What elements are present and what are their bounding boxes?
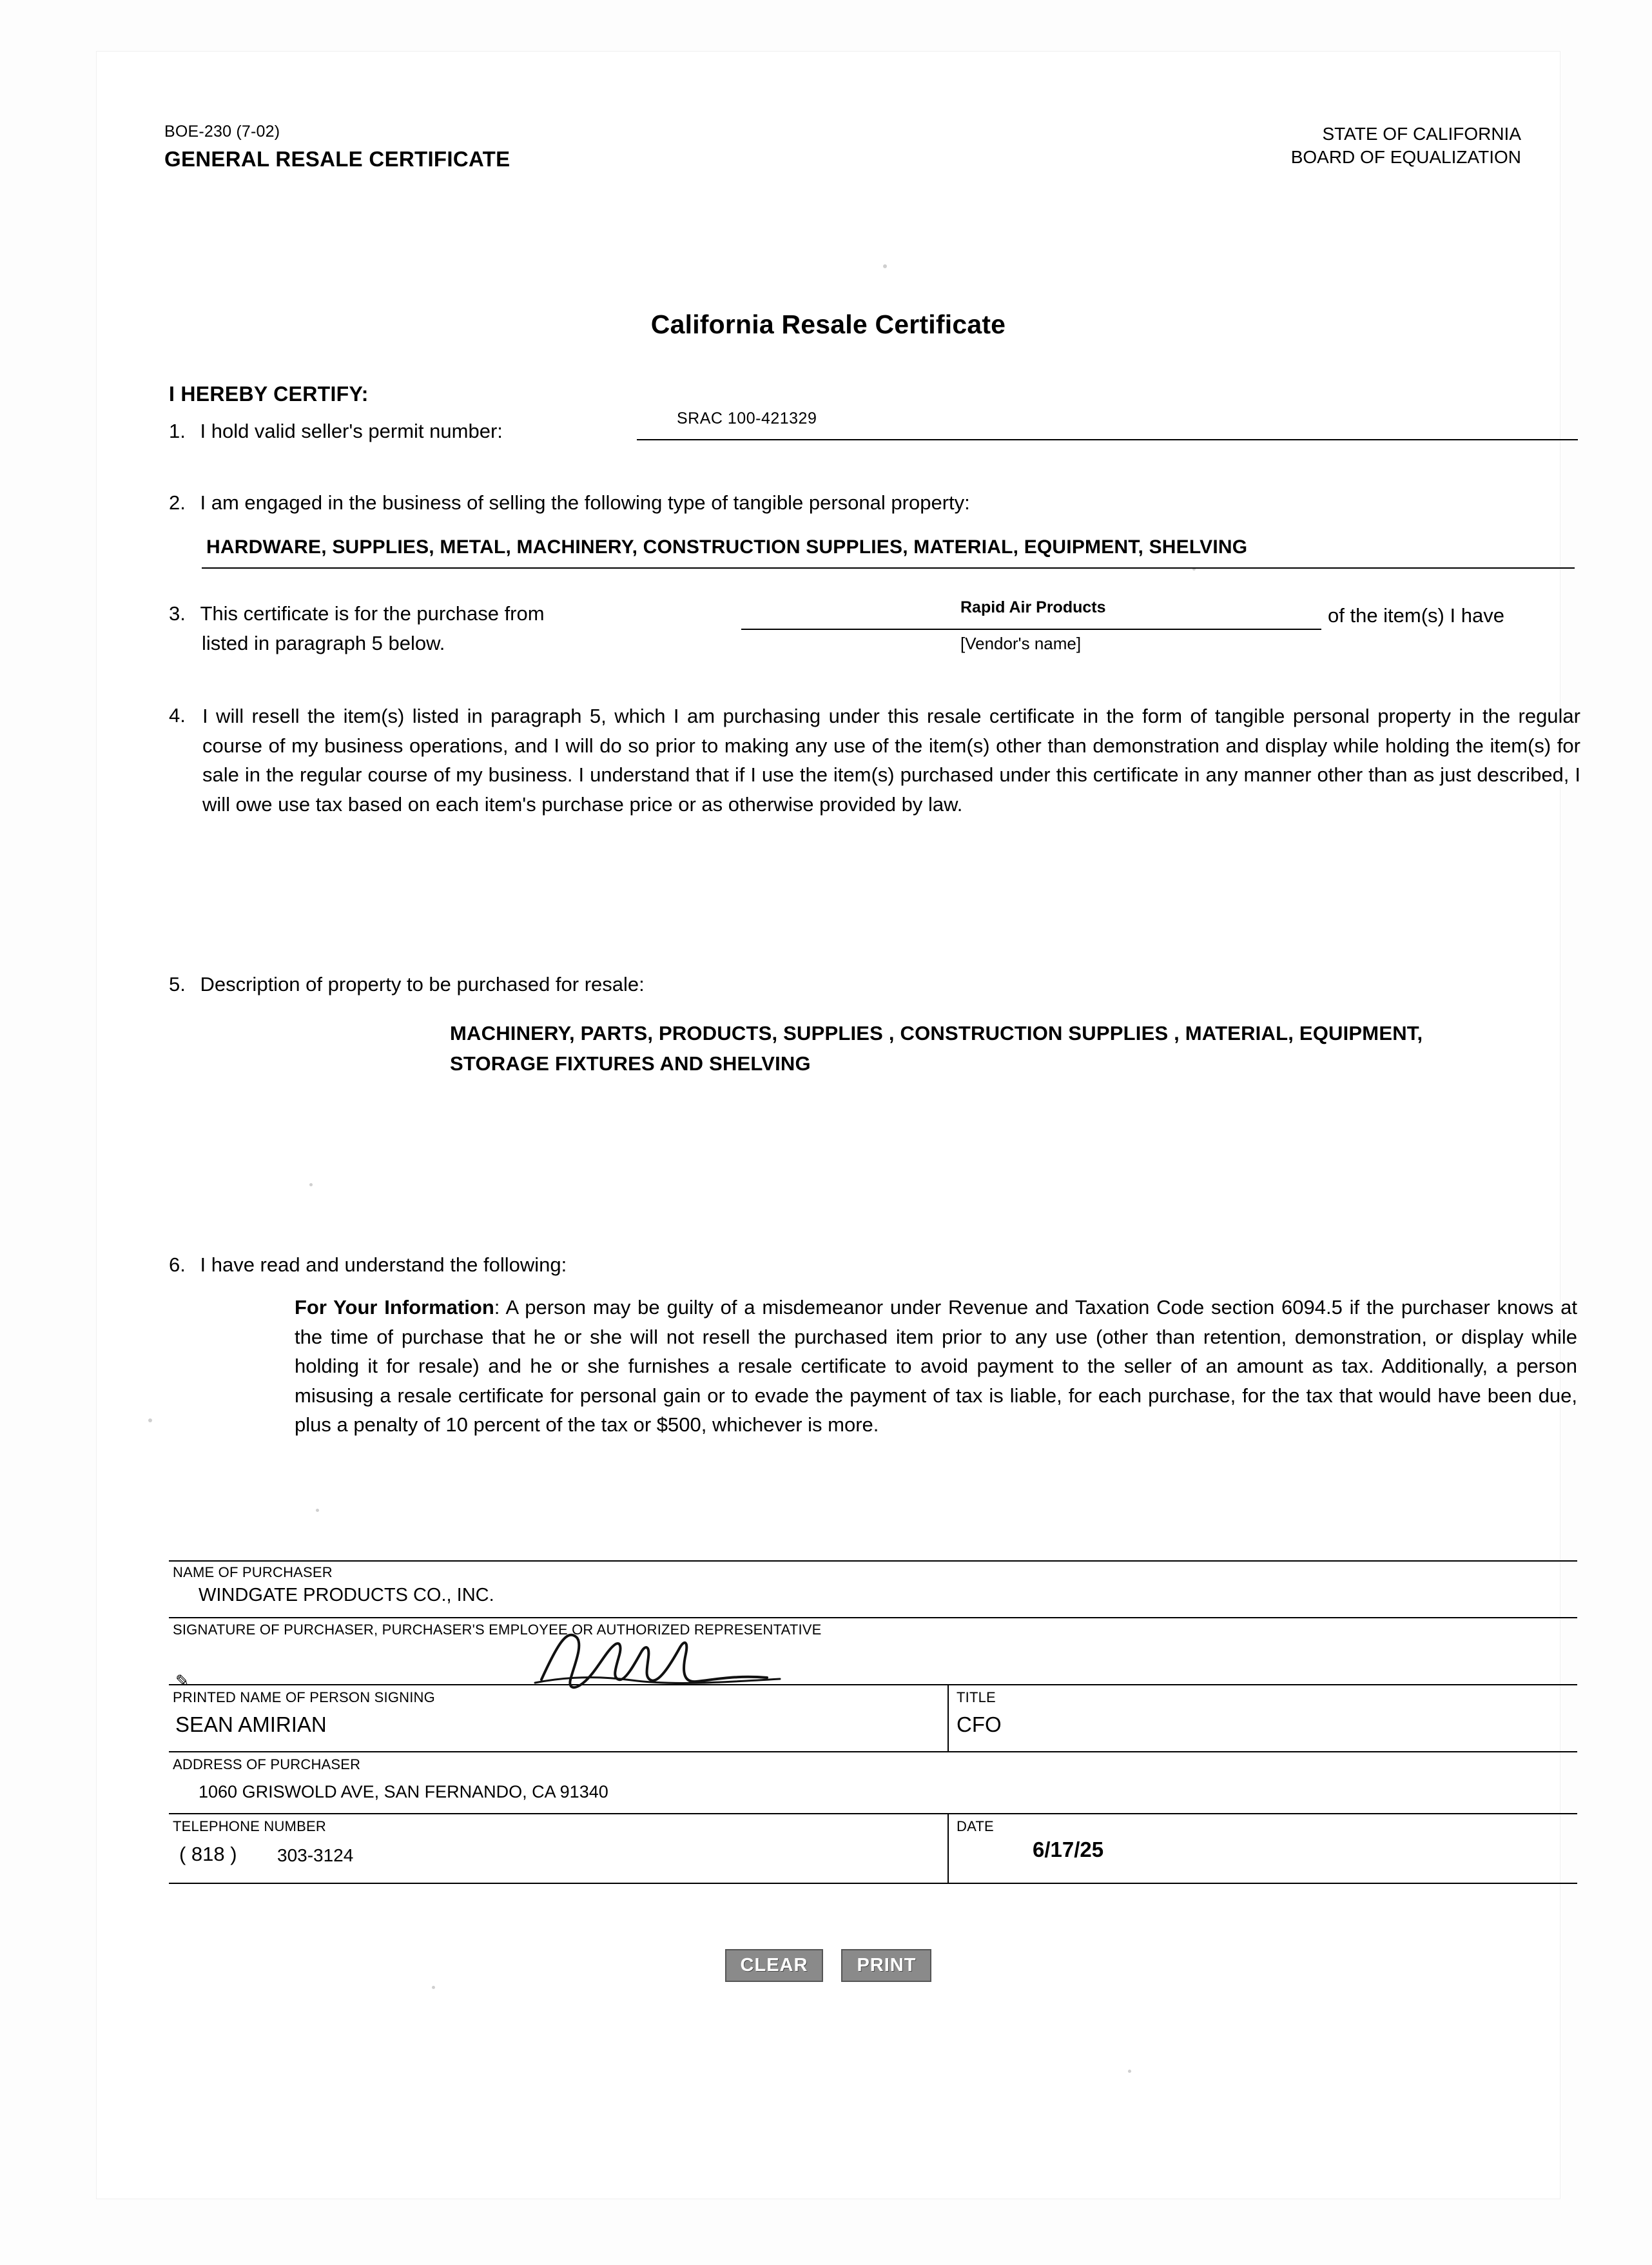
form-title: GENERAL RESALE CERTIFICATE — [164, 147, 510, 171]
item-2 — [169, 489, 970, 518]
vendor-name-value[interactable]: Rapid Air Products — [960, 598, 1106, 616]
signature-label: SIGNATURE OF PURCHASER, PURCHASER'S EMPLOYEE OR AUTHORIZED REPRESENTATIVE — [173, 1622, 822, 1638]
print-button[interactable]: PRINT — [841, 1949, 931, 1982]
date-value[interactable]: 6/17/25 — [1033, 1838, 1104, 1861]
item-1-text: I hold valid seller's permit number: — [200, 420, 503, 442]
header-right — [1291, 123, 1521, 169]
item-4-number: 4. — [169, 704, 186, 727]
pen-icon: ✎ — [175, 1671, 189, 1691]
scan-speck — [1128, 2070, 1131, 2073]
resale-description-value[interactable] — [450, 1019, 1423, 1079]
fyi-text: : A person may be guilty of a misdemeanor under Revenue and Taxation Code section 6094.5 if the purchaser knows at the time of purchase that he or she will not resell the purchased item prior to any use (other than retention, demonstration, or display while holding it for resale) and he or she furnishes a resale certificate to avoid payment to the seller of an amount as tax. Additionally, a person misusing a resale certificate for personal gain or to evade the payment of tax is liable, for each purchase, for the tax that would have been due, plus a penalty of 10 percent of the tax or $500, whichever is more. — [295, 1296, 1577, 1436]
business-type-value[interactable]: HARDWARE, SUPPLIES, METAL, MACHINERY, CONSTRUCTION SUPPLIES, MATERIAL, EQUIPMENT, SHELVING — [206, 536, 1248, 558]
sellers-permit-number-value: SRAC 100-421329 — [677, 409, 817, 427]
item-3-line-2: listed in paragraph 5 below. — [202, 632, 445, 654]
item-6 — [169, 1251, 567, 1280]
clear-button[interactable]: CLEAR — [725, 1949, 824, 1982]
name-of-purchaser-label: NAME OF PURCHASER — [173, 1564, 333, 1580]
resale-description-line-1: MACHINERY, PARTS, PRODUCTS, SUPPLIES , CONSTRUCTION SUPPLIES , MATERIAL, EQUIPMENT, — [450, 1022, 1423, 1044]
name-of-purchaser-value[interactable]: WINDGATE PRODUCTS CO., INC. — [199, 1585, 494, 1605]
scan-speck — [148, 1418, 152, 1422]
telephone-label: TELEPHONE NUMBER — [173, 1818, 326, 1834]
address-value[interactable]: 1060 GRISWOLD AVE, SAN FERNANDO, CA 91340 — [199, 1782, 608, 1801]
business-type-field-underline — [202, 567, 1575, 569]
rule-under-address — [169, 1813, 1577, 1814]
page-header — [164, 123, 1521, 172]
board-of-equalization: BOARD OF EQUALIZATION — [1290, 146, 1521, 167]
item-6-text: I have read and understand the following: — [200, 1253, 567, 1276]
certify-heading: I HEREBY CERTIFY: — [169, 382, 369, 406]
vendor-name-caption: [Vendor's name] — [960, 634, 1082, 653]
for-your-information-paragraph — [295, 1293, 1577, 1440]
printed-name-value[interactable]: SEAN AMIRIAN — [175, 1712, 327, 1736]
fyi-label: For Your Information — [295, 1296, 494, 1319]
item-1-number: 1. — [169, 420, 186, 442]
document-sheet — [97, 52, 1580, 2199]
rule-top — [169, 1560, 1577, 1562]
divider-title — [947, 1684, 949, 1751]
address-label: ADDRESS OF PURCHASER — [173, 1756, 361, 1772]
telephone-area-code[interactable]: ( 818 ) — [179, 1843, 237, 1865]
item-6-number: 6. — [169, 1253, 186, 1276]
form-buttons — [97, 1949, 1560, 1982]
scan-speck — [316, 1509, 319, 1512]
rule-bottom — [169, 1883, 1577, 1884]
scan-speck — [883, 264, 887, 268]
sellers-permit-number-field[interactable] — [637, 438, 1578, 440]
vendor-name-field[interactable] — [741, 629, 1321, 630]
item-1 — [169, 417, 503, 446]
item-2-number: 2. — [169, 491, 186, 514]
item-2-text: I am engaged in the business of selling the following type of tangible personal property: — [200, 491, 970, 514]
telephone-value[interactable]: 303-3124 — [277, 1845, 354, 1865]
divider-date — [947, 1813, 949, 1883]
item-3-tail-text: of the item(s) I have — [1328, 604, 1504, 627]
item-4-text: I will resell the item(s) listed in paragraph 5, which I am purchasing under this resale certificate in the form of tangible personal property in the regular course of my business operations, and I will do so prior to making any use of the item(s) other than demonstration and display while holding the item(s) for sale in the regular course of my business. I understand that if I use the item(s) purchased under this certificate in any manner other than as just described, I will owe use tax based on each item's purchase price or as otherwise provided by law. — [202, 705, 1580, 816]
scan-speck — [432, 1986, 435, 1989]
date-label: DATE — [957, 1818, 994, 1834]
header-left — [164, 123, 510, 172]
scan-speck — [309, 1183, 313, 1186]
resale-description-line-2: STORAGE FIXTURES AND SHELVING — [450, 1052, 811, 1075]
printed-name-label: PRINTED NAME OF PERSON SIGNING — [173, 1689, 435, 1705]
item-5-text: Description of property to be purchased for resale: — [200, 973, 645, 995]
rule-under-printed-name — [169, 1751, 1577, 1752]
title-label: TITLE — [957, 1689, 996, 1705]
rule-under-signature — [169, 1684, 1577, 1685]
signature-mark — [522, 1618, 831, 1702]
item-4 — [169, 701, 1580, 819]
item-5-number: 5. — [169, 973, 186, 995]
rule-under-name — [169, 1617, 1577, 1618]
state-of-california: STATE OF CALIFORNIA — [1322, 124, 1521, 144]
form-number: BOE-230 (7-02) — [164, 123, 280, 141]
page-title: California Resale Certificate — [650, 309, 1006, 339]
item-5 — [169, 970, 645, 999]
item-3-number: 3. — [169, 602, 186, 625]
item-3-text: This certificate is for the purchase from — [200, 602, 545, 625]
title-value[interactable]: CFO — [957, 1712, 1002, 1736]
